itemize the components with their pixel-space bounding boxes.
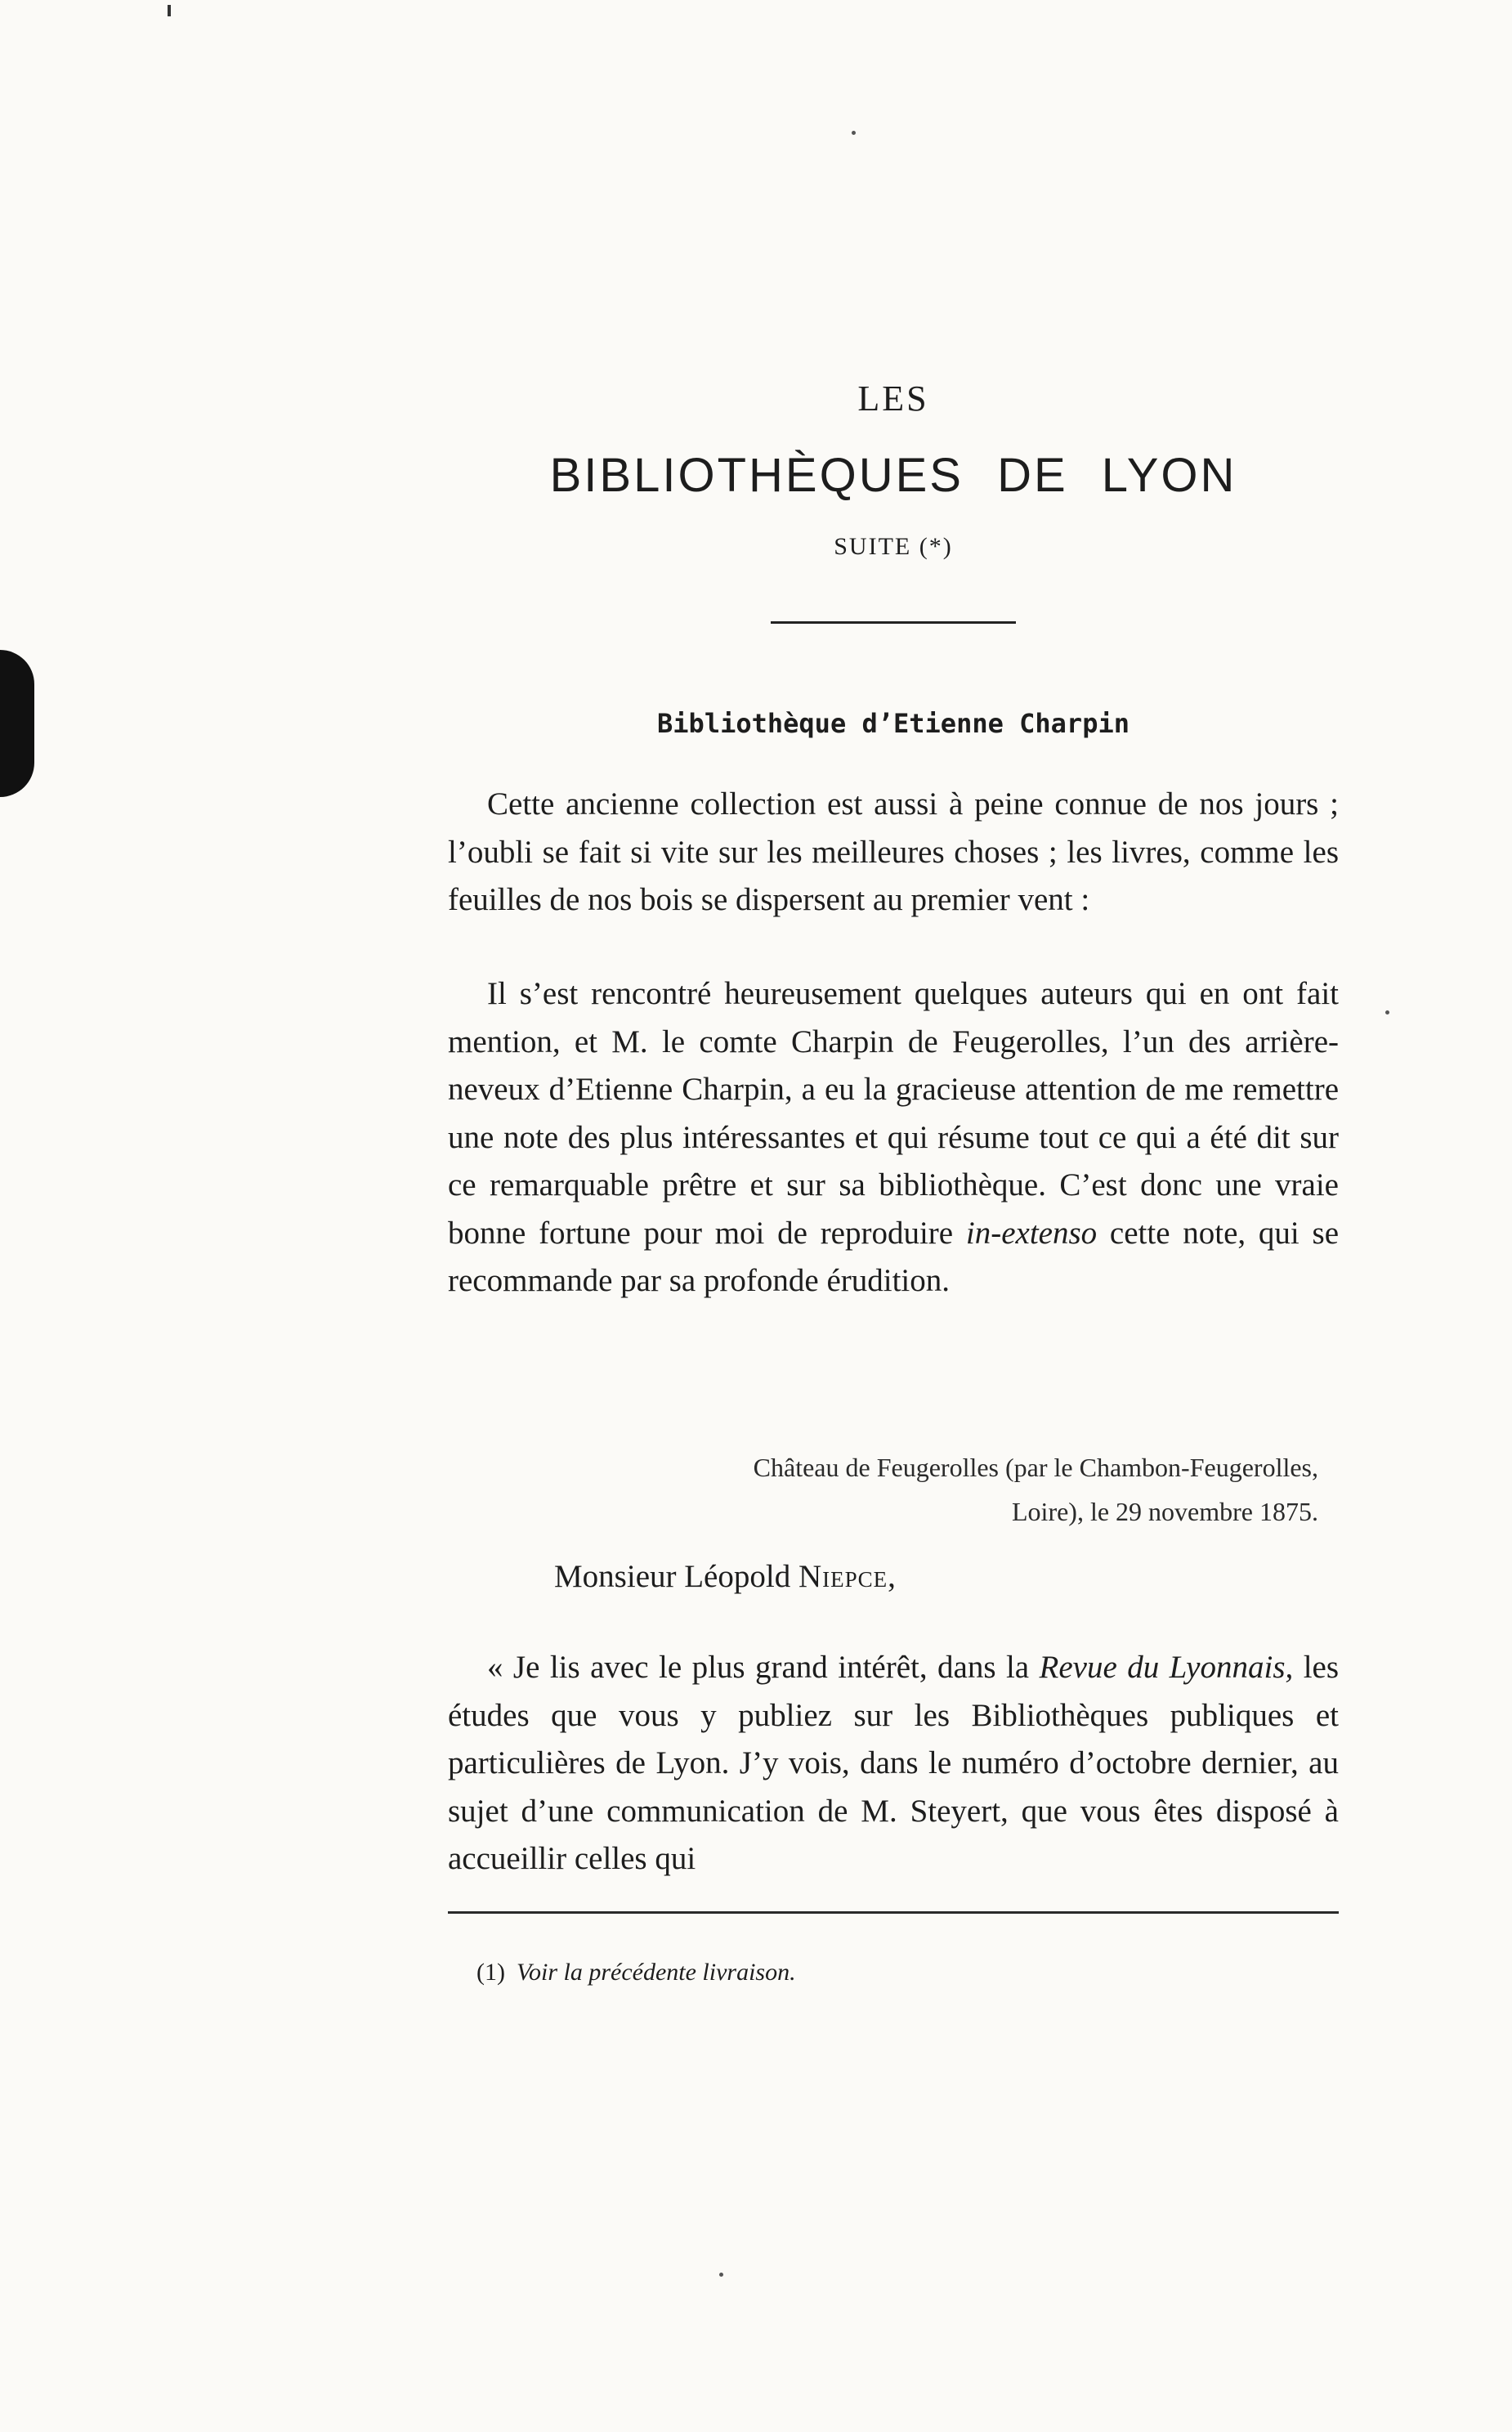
- paragraph-3: [448, 1644, 1339, 1883]
- paragraph-2-text-end: cette note, qui se recommande par sa profonde érudition.: [448, 1215, 1339, 1298]
- footnote-rule: [448, 1911, 1339, 1914]
- salutation-prefix: Monsieur Léopold: [554, 1559, 791, 1594]
- header-les: LES: [857, 378, 929, 419]
- page-title: BIBLIOTHÈQUES DE LYON: [549, 449, 1237, 502]
- letter-dateline: [448, 1445, 1318, 1534]
- title-rule: [771, 621, 1016, 624]
- paragraph-3-italic: Revue du Lyonnais,: [1039, 1650, 1294, 1685]
- salutation-name: Niepce,: [798, 1559, 897, 1594]
- scan-speck: [1385, 1010, 1389, 1014]
- letter-salutation: [554, 1553, 897, 1601]
- dateline-line-2: Loire), le 29 novembre 1875.: [1012, 1497, 1318, 1526]
- header-suite: SUITE (*): [834, 533, 953, 560]
- paragraph-2-text: Il s’est rencontré heureusement quelques auteurs qui en ont fait mention, et M. le comte Charpin de Feugerolles, l’un des arrière-neveux d’Etienne Charpin, a eu la gracieuse attention de me remettre une note des plus intéressantes et qui résume tout ce qui a été dit sur ce remarquable prêtre et sur sa bibliothèque. C’est donc une vraie bonne fortune pour moi de reproduire: [448, 976, 1339, 1251]
- paragraph-3-text: « Je lis avec le plus grand intérêt, dans la: [487, 1650, 1030, 1685]
- scan-edge-mark: [0, 650, 34, 797]
- footnote-marker: (1): [476, 1959, 505, 1986]
- paragraph-2: [448, 970, 1339, 1306]
- footnote-text: Voir la précédente livraison.: [516, 1959, 796, 1986]
- scan-top-mark: [168, 5, 171, 16]
- dateline-line-1: Château de Feugerolles (par le Chambon-Feugerolles,: [753, 1453, 1318, 1482]
- paragraph-1: Cette ancienne collection est aussi à peine connue de nos jours ; l’oubli se fait si vite sur les meilleures choses ; les livres, comme les feuilles de nos bois se dispersent au premier vent :: [448, 786, 1339, 917]
- page-content: [448, 0, 1339, 2432]
- paragraph-3-text-end: les études que vous y publiez sur les Bibliothèques publiques et particulières de Lyon. J’y vois, dans le numéro d’octobre dernier, au sujet d’une communication de M. Steyert, que vous êtes disposé à accueillir celles qui: [448, 1650, 1340, 1876]
- section-heading: Bibliothèque d’Etienne Charpin: [657, 708, 1130, 739]
- footnote: [476, 1959, 796, 1986]
- paragraph-2-italic: in-extenso: [965, 1215, 1098, 1251]
